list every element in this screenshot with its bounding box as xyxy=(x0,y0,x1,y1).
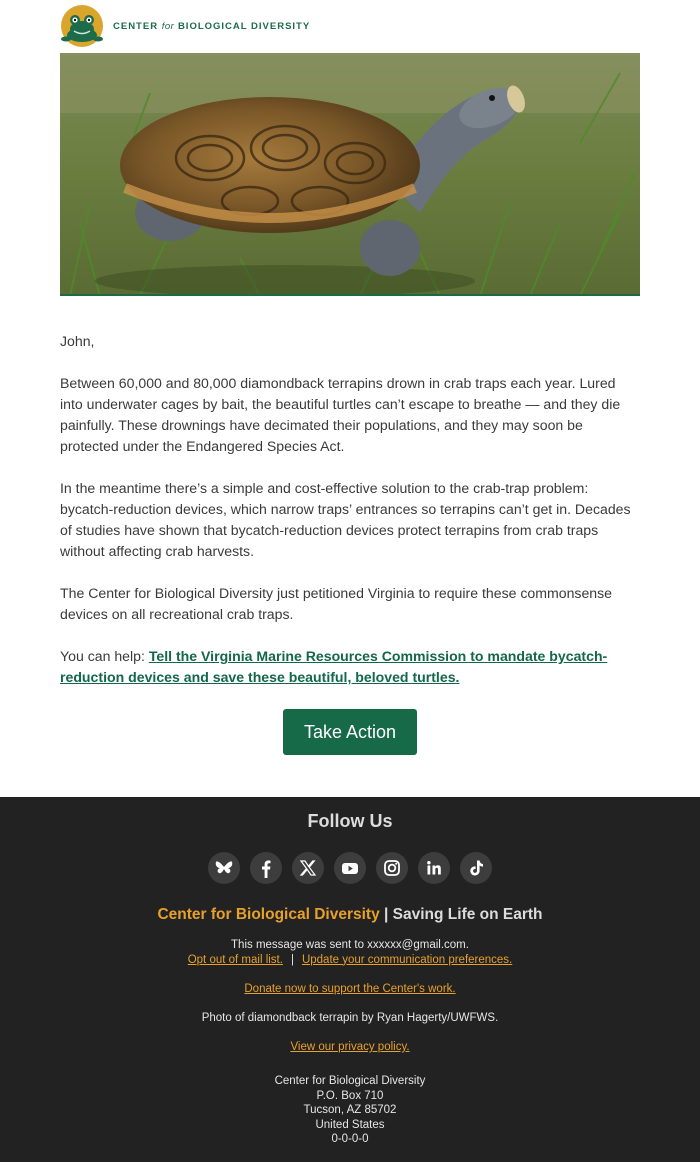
help-paragraph xyxy=(60,646,640,688)
tiktok-icon xyxy=(466,858,486,878)
instagram-icon xyxy=(382,858,402,878)
social-links xyxy=(0,852,700,884)
footer xyxy=(0,797,700,1162)
sent-to-block xyxy=(0,938,700,967)
org-name: Center for Biological Diversity xyxy=(157,906,380,923)
take-action-button[interactable]: Take Action xyxy=(283,709,417,755)
link-separator: | xyxy=(290,953,294,966)
terrapin-photo xyxy=(60,53,640,296)
greeting: John, xyxy=(60,333,95,349)
privacy-policy-link[interactable]: View our privacy policy. xyxy=(290,1041,410,1053)
tagline: Saving Life on Earth xyxy=(392,906,543,923)
bluesky-link[interactable] xyxy=(208,852,240,884)
bluesky-icon xyxy=(214,858,234,878)
follow-us-heading: Follow Us xyxy=(307,811,393,831)
frog-logo-icon xyxy=(60,4,108,48)
update-preferences-link[interactable]: Update your communication preferences. xyxy=(301,953,513,966)
address-line-4: United States xyxy=(315,1118,385,1131)
linkedin-link[interactable] xyxy=(418,852,450,884)
instagram-link[interactable] xyxy=(376,852,408,884)
x-icon xyxy=(298,858,318,878)
tiktok-link[interactable] xyxy=(460,852,492,884)
logo-wordmark: CENTER for BIOLOGICAL DIVERSITY xyxy=(113,20,311,32)
address-line-5: 0-0-0-0 xyxy=(331,1133,369,1145)
address-line-1: Center for Biological Diversity xyxy=(274,1075,426,1087)
org-separator: | xyxy=(384,906,389,923)
photo-credit: Photo of diamondback terrapin by Ryan Hagerty/UWFWS. xyxy=(201,1012,499,1024)
petition-link[interactable]: Tell the Virginia Marine Resources Commission to mandate bycatch-reduction devices and save these beautiful, beloved turtles. xyxy=(60,648,608,685)
facebook-link[interactable] xyxy=(250,852,282,884)
paragraph-2: In the meantime there’s a simple and cost-effective solution to the crab-trap problem: bycatch-reduction devices, which narrow traps’ entrances so terrapins can’t get in. Decades of studies have shown that bycatch-reduction devices protect terrapins from crab traps without affecting crab harvests. xyxy=(60,480,631,559)
org-tagline xyxy=(0,906,700,924)
help-prefix: You can help: xyxy=(60,648,149,664)
x-link[interactable] xyxy=(292,852,324,884)
youtube-link[interactable] xyxy=(334,852,366,884)
header-logo[interactable] xyxy=(60,4,310,48)
address-line-3: Tucson, AZ 85702 xyxy=(303,1104,397,1116)
privacy-block xyxy=(0,1040,700,1055)
facebook-icon xyxy=(256,858,276,878)
address-line-2: P.O. Box 710 xyxy=(316,1089,384,1102)
donate-link[interactable]: Donate now to support the Center's work. xyxy=(244,983,456,995)
mailing-address xyxy=(0,1074,700,1147)
opt-out-link[interactable]: Opt out of mail list. xyxy=(187,953,283,966)
donate-block xyxy=(0,982,700,997)
linkedin-icon xyxy=(424,858,444,878)
paragraph-1: Between 60,000 and 80,000 diamondback terrapins drown in crab traps each year. Lured into underwater cages by bait, the beautiful turtles can’t escape to breathe — and they die painfully. These drownings have decimated their populations, and they may soon be protected under the Endangered Species Act. xyxy=(60,375,621,454)
email-body xyxy=(60,331,640,709)
hero-image-terrapin xyxy=(60,53,640,296)
paragraph-3: The Center for Biological Diversity just petitioned Virginia to require these commonsense devices on all recreational crab traps. xyxy=(60,585,613,622)
youtube-icon xyxy=(340,858,360,878)
sent-to-text: This message was sent to xxxxxx@gmail.com. xyxy=(231,939,469,951)
